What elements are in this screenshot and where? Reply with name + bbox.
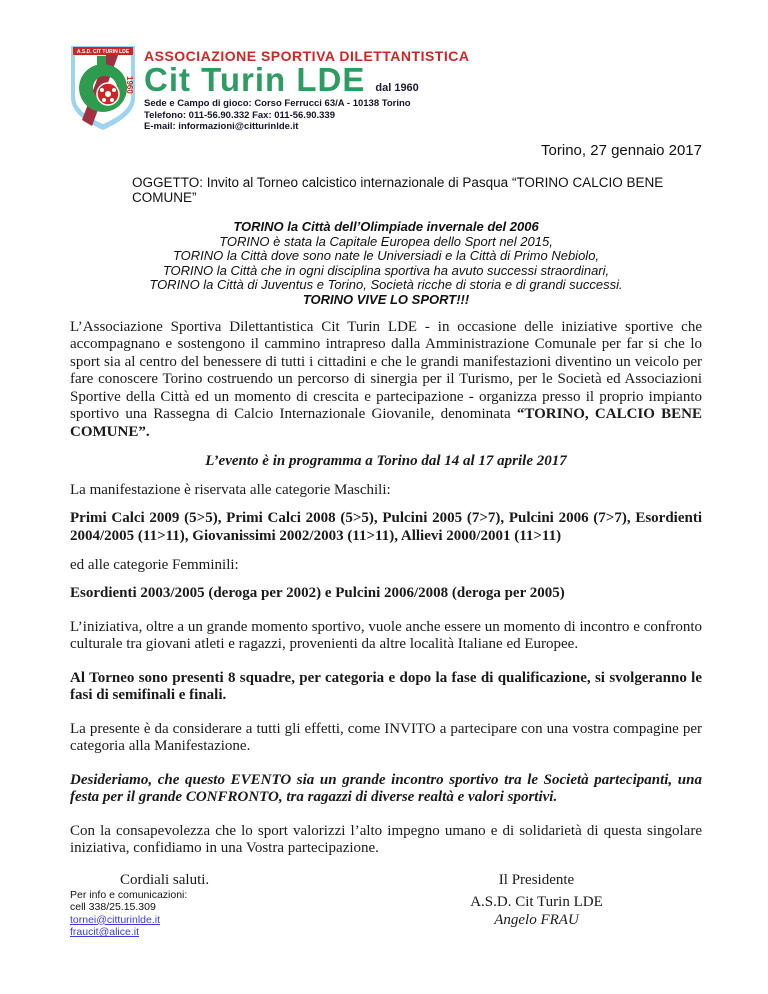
contact-email-tornei[interactable]: tornei@citturinlde.it xyxy=(70,913,161,926)
paragraph-consapevolezza: Con la consapevolezza che lo sport valorizzi l’alto impegno umano e di solidarietà di questa singolare iniziativa, confidiamo in una Vostra partecipazione. xyxy=(70,822,702,857)
paragraph-association-text: L’Associazione Sportiva Dilettantistica Cit Turin LDE - in occasione delle iniziative sportive che accompagnano e sostengono il cammino intrapreso dalla Amministrazione Comunale per far si che lo sport sia al centro del benessere di tutti i cittadini e che le grandi manifestazioni diventino un veicolo per fare conoscere Torino costruendo un percorso di sinergia per il Turismo, per le Società ed Associazioni Sportive della Città ed un momento di crescita e partecipazione - organizza presso il proprio impianto sportivo una Rassegna di Calcio Internazionale Giovanile, denominata xyxy=(70,318,702,423)
club-crest-icon xyxy=(70,42,136,132)
intro-line: TORINO la Città di Juventus e Torino, Società ricche di storia e di grandi successi. xyxy=(149,277,623,293)
signature-block xyxy=(449,872,624,929)
event-dates-line: L’evento è in programma a Torino dal 14 al 17 aprile 2017 xyxy=(205,453,567,470)
intro-line: TORINO la Città dell’Olimpiade invernale del 2006 xyxy=(233,219,539,234)
club-phone-fax: Telefono: 011-56.90.332 Fax: 011-56.90.339 xyxy=(144,109,335,121)
contact-info-label: Per info e comunicazioni: xyxy=(70,888,188,901)
intro-line: TORINO la Città che in ogni disciplina sportiva ha avuto successi straordinari, xyxy=(162,262,610,278)
club-address: Sede e Campo di gioco: Corso Ferrucci 63/A - 10138 Torino xyxy=(144,98,411,109)
club-since: dal 1960 xyxy=(375,82,419,94)
femminili-intro: ed alle categorie Femminili: xyxy=(70,557,239,574)
contact-email-fraucit[interactable]: fraucit@alice.it xyxy=(70,926,140,939)
association-type: ASSOCIAZIONE SPORTIVA DILETTANTISTICA xyxy=(144,48,470,64)
paragraph-iniziativa: L’iniziativa, oltre a un grande momento sportivo, vuole anche essere un momento di incontro e confronto culturale tra giovani atleti e ragazzi, provenienti da altre località Italiane ed Europee. xyxy=(70,618,702,653)
closing-salute: Cordiali saluti. xyxy=(120,871,210,888)
logo-banner-text: A.S.D. CIT TURIN LDE xyxy=(76,49,130,55)
torino-intro-block xyxy=(70,220,702,308)
intro-line: TORINO VIVE LO SPORT!!! xyxy=(302,291,470,307)
date-line: Torino, 27 gennaio 2017 xyxy=(541,142,702,159)
letterhead-text xyxy=(136,42,469,133)
paragraph-invito: La presente è da considerare a tutti gli effetti, come INVITO a partecipare con una vostra compagine per categoria alla Manifestazione. xyxy=(70,720,702,755)
contact-cell: cell 338/25.15.309 xyxy=(70,901,156,914)
paragraph-desideriamo: Desideriamo, che questo EVENTO sia un grande incontro sportivo tra le Società partecipanti, una festa per il grande CONFRONTO, tra ragazzi di diverse realtà e valori sportivi. xyxy=(70,771,702,806)
president-title: Il Presidente xyxy=(498,871,575,888)
club-name: Cit Turin LDE xyxy=(144,61,366,98)
intro-line: TORINO è stata la Capitale Europea dello Sport nel 2015, xyxy=(219,233,553,249)
logo-year: 1960 xyxy=(125,76,134,94)
club-logo xyxy=(70,42,136,132)
president-org: A.S.D. Cit Turin LDE xyxy=(470,893,603,910)
paragraph-association xyxy=(70,319,702,442)
president-name: Angelo FRAU xyxy=(494,911,579,928)
letterhead xyxy=(70,42,702,134)
maschili-categories: Primi Calci 2009 (5>5), Primi Calci 2008 (5>5), Pulcini 2005 (7>7), Pulcini 2006 (7>7), Esordienti 2004/2005 (11>11), Giovanissimi 2002/2003 (11>11), Allievi 2000/2001 (11>11) xyxy=(70,510,702,544)
femminili-categories: Esordienti 2003/2005 (deroga per 2002) e Pulcini 2006/2008 (deroga per 2005) xyxy=(70,585,565,602)
paragraph-torneo: Al Torneo sono presenti 8 squadre, per categoria e dopo la fase di qualificazione, si svolgeranno le fasi di semifinali e finali. xyxy=(70,669,702,704)
maschili-intro: La manifestazione è riservata alle categorie Maschili: xyxy=(70,482,391,499)
subject-line: OGGETTO: Invito al Torneo calcistico internazionale di Pasqua “TORINO CALCIO BENE COMUNE” xyxy=(132,175,664,205)
club-email: E-mail: informazioni@citturinlde.it xyxy=(144,121,299,132)
intro-line: TORINO la Città dove sono nate le Universiadi e la Città di Primo Nebiolo, xyxy=(172,248,600,264)
tournament-name: “TORINO, CALCIO BENE COMUNE”. xyxy=(70,406,702,440)
